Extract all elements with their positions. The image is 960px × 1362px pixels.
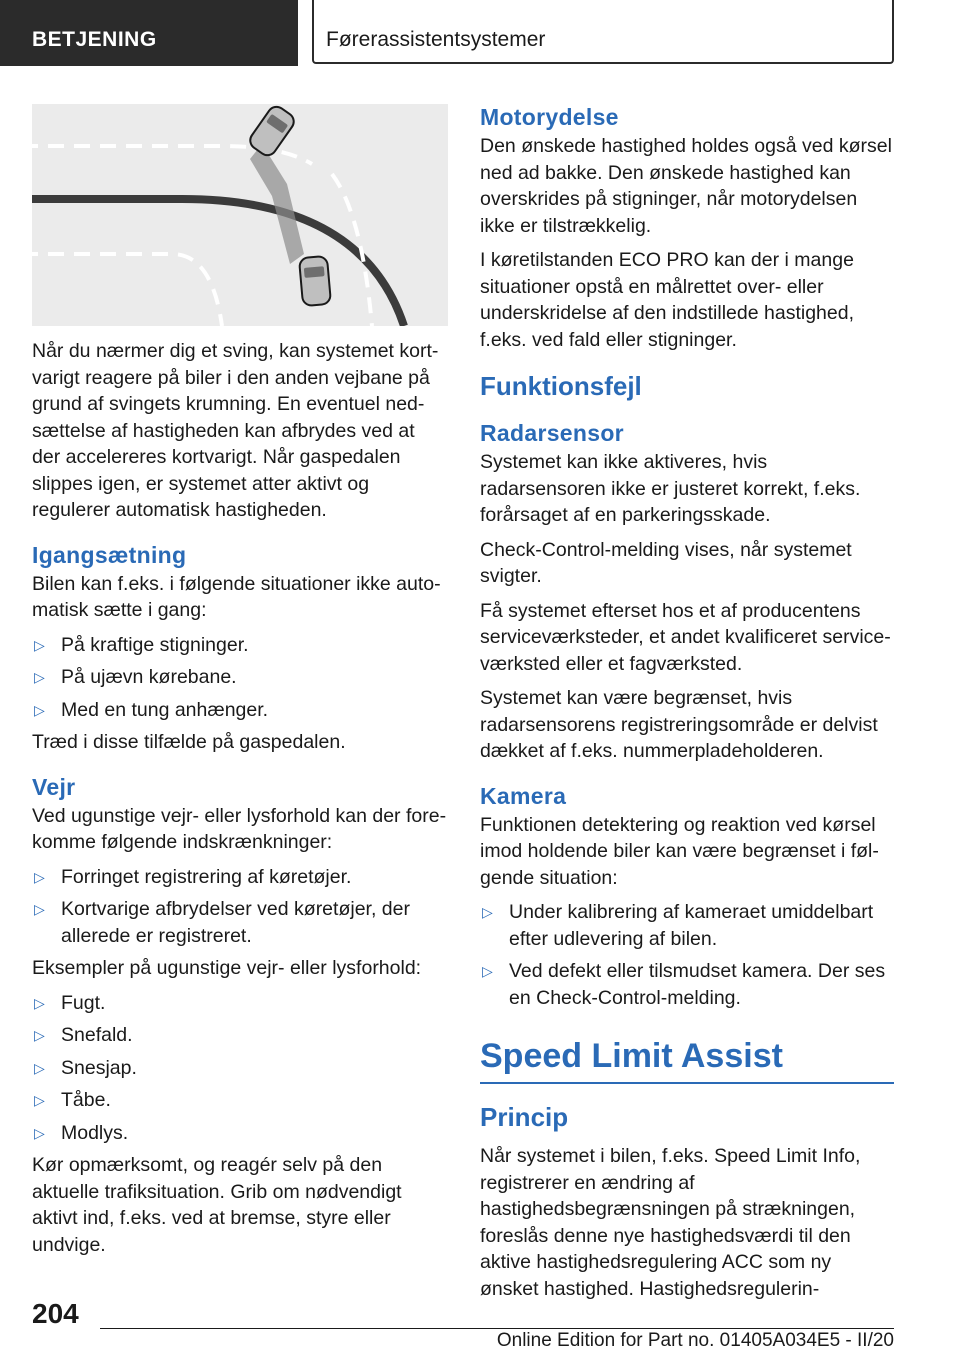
list-item: ▷ Under kalibrering af kameraet umiddelbart efter udlevering af bilen. — [482, 901, 874, 950]
paragraph-princip: Når systemet i bilen, f.eks. Speed Limit Info, registrerer en ændring af hastighedsbegrænsningen på strækningen, foreslås denne nye hastighedsværdi til den aktive hastighedsregulering ACC som ny ønsket hastighed. Hastighedsregulerin- — [480, 1145, 861, 1300]
list-vejr — [32, 864, 448, 950]
heading-radarsensor: Radarsensor — [480, 420, 624, 446]
list-kamera — [480, 899, 894, 1011]
curve-road-illustration — [32, 104, 448, 326]
list-item: ▷ Forringet registrering af køretøjer. — [32, 864, 448, 891]
list-item: ▷ Kortvarige afbrydelser ved køretøjer, der allerede er registreret. — [34, 898, 410, 947]
list-item: ▷ Snefald. — [32, 1022, 448, 1049]
heading-speed-limit-assist: Speed Limit Assist — [480, 1037, 894, 1084]
paragraph-motorydelse-1: Den ønskede hastighed holdes også ved kørsel ned ad bakke. Den ønskede hastighed kan overskrides på stigninger, når motorydelsen ikke er tilstrækkelig. — [480, 135, 892, 237]
triangle-right-outline-icon: ▷ — [34, 1059, 45, 1076]
paragraph-radar-3: Få systemet efterset hos et af producentens serviceværksteder, et andet kvalificeret serviceværksted eller et fagværksted. — [480, 599, 891, 675]
list-item: ▷ På kraftige stigninger. — [32, 632, 448, 659]
paragraph-vejr-after: Kør opmærksomt, og reagér selv på den aktuelle trafiksituation. Grib om nødvendigt aktivt ind, f.eks. ved at bremse, styre eller undvige. — [32, 1154, 402, 1256]
heading-funktionsfejl: Funktionsfejl — [480, 371, 642, 401]
footer-divider — [100, 1328, 894, 1329]
list-item: ▷ Snesjap. — [32, 1055, 448, 1082]
paragraph-igangsaetning: Bilen kan f.eks. i følgende situationer ikke automatisk sætte i gang: — [32, 572, 441, 621]
page-header — [0, 0, 960, 66]
left-column — [32, 104, 448, 1266]
car-bottom — [299, 256, 331, 306]
paragraph-igangsaetning-after: Træd i disse tilfælde på gaspedalen. — [32, 731, 346, 753]
triangle-right-outline-icon: ▷ — [34, 994, 45, 1011]
intro-paragraph: Når du nærmer dig et sving, kan systemet kortvarigt reagere på biler i den anden vejbane på grund af svingets krumning. En eventuel nedsættelse af hastigheden kan afbrydes ved at der accelereres kortvarigt. Når gaspedalen slippes igen, er systemet atter aktivt og regulerer automatisk hastigheden. — [32, 340, 439, 521]
triangle-right-outline-icon: ▷ — [34, 1124, 45, 1141]
heading-motorydelse: Motorydelse — [480, 104, 619, 130]
chapter-tab: Førerassistentsystemer — [312, 0, 894, 64]
paragraph-vejr-examples: Eksempler på ugunstige vejr- eller lysforhold: — [32, 957, 422, 979]
paragraph-radar-2: Check-Control-melding vises, når systemet svigter. — [480, 538, 852, 587]
list-igangsaetning — [32, 632, 448, 724]
list-vejr-examples — [32, 990, 448, 1147]
heading-kamera: Kamera — [480, 782, 567, 809]
triangle-right-outline-icon: ▷ — [482, 963, 493, 979]
paragraph-motorydelse-2: I køretilstanden ECO PRO kan der i mange situationer opstå en målrettet over- eller underskridelse af den indstillede hastighed, f.eks. ved fald eller stigninger. — [480, 249, 854, 351]
triangle-right-outline-icon: ▷ — [482, 904, 493, 920]
page-number: 204 — [32, 1298, 79, 1329]
section-tab: BETJENING — [0, 0, 298, 66]
heading-igangsaetning: Igangsætning — [32, 541, 187, 568]
list-item: ▷ Tåbe. — [32, 1087, 448, 1114]
list-item: ▷ Fugt. — [32, 990, 448, 1017]
triangle-right-outline-icon: ▷ — [34, 1027, 45, 1043]
paragraph-radar-4: Systemet kan være begrænset, hvis radarsensorens registreringsområde er delvist dækket af f.eks. nummerpladeholderen. — [480, 687, 878, 762]
paragraph-kamera: Funktionen detektering og reaktion ved kørsel imod holdende biler kan være begrænset i følgende situation: — [480, 813, 879, 889]
list-item: ▷ På ujævn kørebane. — [32, 664, 448, 691]
triangle-right-outline-icon: ▷ — [34, 669, 45, 685]
list-item: ▷ Ved defekt eller tilsmudset kamera. Der ses en Check-Control-melding. — [482, 960, 886, 1009]
heading-vejr: Vejr — [32, 773, 76, 800]
list-item: ▷ Med en tung anhænger. — [32, 697, 448, 724]
triangle-right-outline-icon: ▷ — [34, 636, 45, 653]
heading-princip: Princip — [480, 1102, 569, 1132]
list-item: ▷ Modlys. — [32, 1120, 448, 1147]
edition-text: Online Edition for Part no. 01405A034E5 - II/20 — [496, 1330, 894, 1351]
triangle-right-outline-icon: ▷ — [34, 868, 45, 885]
paragraph-radar-1: Systemet kan ikke aktiveres, hvis radarsensoren ikke er justeret korrekt, f.eks. forårsaget af en parkeringsskade. — [480, 451, 861, 526]
right-column — [480, 104, 894, 1310]
triangle-right-outline-icon: ▷ — [34, 1092, 45, 1108]
triangle-right-outline-icon: ▷ — [34, 901, 45, 917]
triangle-right-outline-icon: ▷ — [34, 701, 45, 718]
paragraph-vejr: Ved ugunstige vejr- eller lysforhold kan der forekomme følgende indskrænkninger: — [32, 804, 447, 853]
